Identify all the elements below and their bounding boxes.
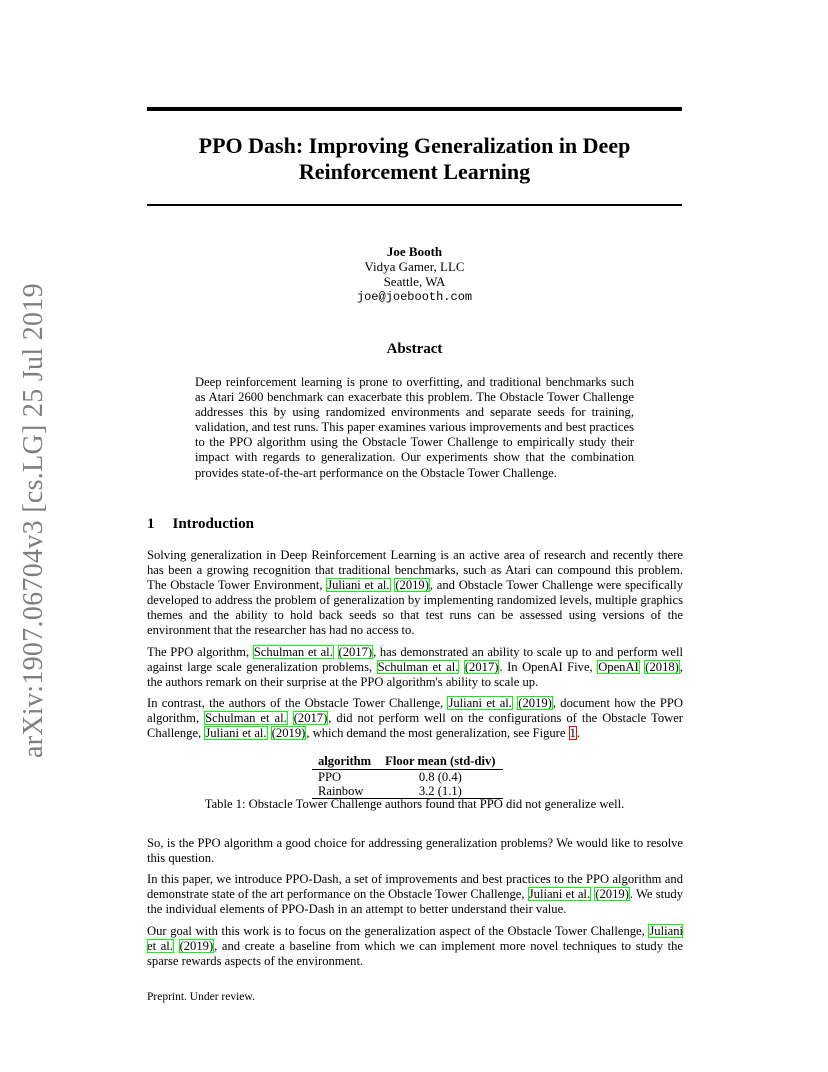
intro-paragraph-1: Solving generalization in Deep Reinforcement Learning is an active area of research and recently there has been a growing recognition that traditional benchmarks, such as Atari can compound this problem. The Obstacle Tower Environment, Juliani et al. (2019), and Obstacle Tower Challenge were specifically developed to address the problem of generalization by implementing randomized levels, multiple graphics themes and the ability to hold back seeds so that test runs can be assessed using versions of the environment that the researcher has had no access to. xyxy=(147,548,683,638)
table-cell: PPO xyxy=(318,770,342,784)
table-header-cell: algorithm xyxy=(312,752,379,770)
abstract-text: Deep reinforcement learning is prone to overfitting, and traditional benchmarks such as Atari 2600 benchmark can exacerbate this problem. The Obstacle Tower Challenge addresses this by using randomized environments and separate seeds for training, validation, and test runs. This paper examines various improvements and best practices to the PPO algorithm using the Obstacle Tower Challenge to empirically study their impact with regards to generalization. Our experiments show that the combination provides state-of-the-art performance on the Obstacle Tower Challenge. xyxy=(195,375,634,480)
footer-note: Preprint. Under review. xyxy=(147,991,255,1003)
citation-year-link[interactable]: (2018) xyxy=(645,660,679,675)
results-table xyxy=(312,752,503,799)
title-bottom-rule xyxy=(147,204,682,206)
citation-year-link[interactable]: (2019) xyxy=(179,939,214,954)
citation-year-link[interactable]: (2017) xyxy=(293,711,328,726)
table-cell: 3.2 (1.1) xyxy=(379,784,503,799)
intro-paragraph-6: Our goal with this work is to focus on the generalization aspect of the Obstacle Tower Challenge, Juliani et al. (2019), and create a baseline from which we can implement more novel techniques to study the sparse rewards aspects of the environment. xyxy=(147,924,683,969)
citation-link[interactable]: OpenAI xyxy=(598,660,639,675)
table-row xyxy=(312,770,503,785)
citation-link[interactable]: Juliani et al. xyxy=(448,696,512,710)
citation-year-link[interactable]: (2019) xyxy=(271,726,306,741)
citation-link[interactable]: Schulman et al. xyxy=(377,660,459,675)
author-location: Seattle, WA xyxy=(383,274,446,289)
author-email[interactable]: joe@joebooth.com xyxy=(356,290,473,304)
citation-year-link[interactable]: (2017) xyxy=(338,645,373,659)
citation-link[interactable]: Schulman et al. xyxy=(253,645,333,659)
citation-link[interactable]: Juliani et al. xyxy=(147,924,683,954)
intro-paragraph-4: So, is the PPO algorithm a good choice for addressing generalization problems? We would like to resolve this question. xyxy=(147,836,683,866)
citation-link[interactable]: Schulman et al. xyxy=(205,711,287,726)
author-affiliation: Vidya Gamer, LLC xyxy=(364,259,465,274)
table-caption: Table 1: Obstacle Tower Challenge authors found that PPO did not generalize well. xyxy=(204,797,625,811)
author-name: Joe Booth xyxy=(386,244,443,259)
citation-link[interactable]: Juliani et al. xyxy=(205,726,267,741)
figure-ref-link[interactable]: 1 xyxy=(569,726,576,741)
section-heading-introduction xyxy=(147,516,254,533)
citation-year-link[interactable]: (2017) xyxy=(464,660,499,675)
table-cell: 0.8 (0.4) xyxy=(418,770,462,784)
citation-year-link[interactable]: (2019) xyxy=(595,887,629,902)
intro-paragraph-3: In contrast, the authors of the Obstacle Tower Challenge, Juliani et al. (2019), document how the PPO algorithm, Schulman et al. (2017), did not perform well on the configurations of the Obstacle Tower Challenge, Juliani et al. (2019), which demand the most generalization, see Figure 1. xyxy=(147,696,683,741)
arxiv-side-stamp: arXiv:1907.06704v3 [cs.LG] 25 Jul 2019 xyxy=(18,283,49,758)
citation-year-link[interactable]: (2019) xyxy=(395,578,429,593)
title-top-rule xyxy=(147,107,682,111)
table-header-cell: Floor mean (std-div) xyxy=(379,752,503,770)
section-number: 1 xyxy=(147,516,155,532)
table-header-row xyxy=(312,752,503,770)
citation-link[interactable]: Juliani et al. xyxy=(528,887,591,902)
intro-paragraph-5: In this paper, we introduce PPO-Dash, a set of improvements and best practices to the PPO algorithm and demonstrate state of the art performance on the Obstacle Tower Challenge, Juliani et al. (2019). We study the individual elements of PPO-Dash in an attempt to better understand their value. xyxy=(147,872,683,917)
table-cell: Rainbow xyxy=(312,784,379,799)
paper-title-line-1: PPO Dash: Improving Generalization in Deep xyxy=(198,133,631,158)
section-title: Introduction xyxy=(172,516,254,532)
abstract-heading: Abstract xyxy=(386,341,443,357)
paper-title-line-2: Reinforcement Learning xyxy=(298,159,531,184)
citation-link[interactable]: Juliani et al. xyxy=(327,578,390,593)
citation-year-link[interactable]: (2019) xyxy=(518,696,552,710)
intro-paragraph-2: The PPO algorithm, Schulman et al. (2017), has demonstrated an ability to scale up to and perform well against large scale generalization problems, Schulman et al. (2017). In OpenAI Five, OpenAI (2018), the authors remark on their surprise at the PPO algorithm's ability to scale up. xyxy=(147,645,684,690)
